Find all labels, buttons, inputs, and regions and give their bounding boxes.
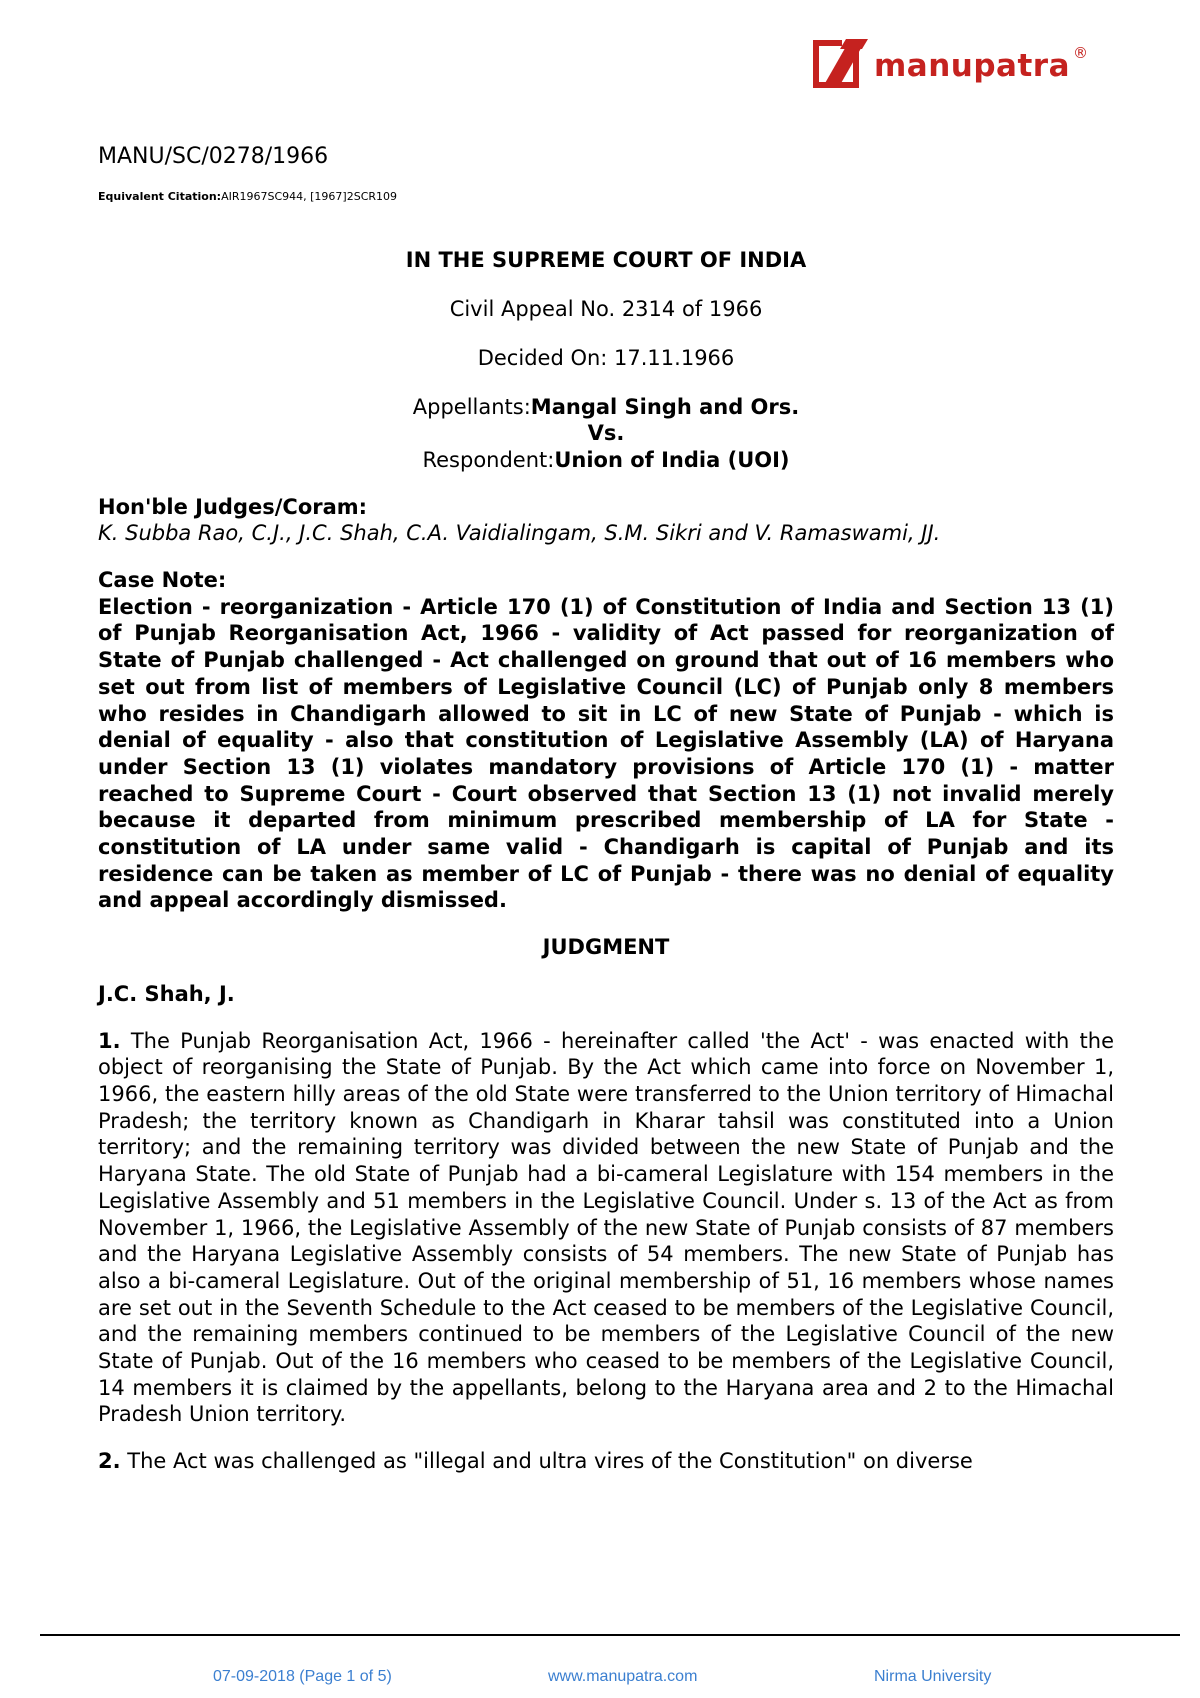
footer-website-link[interactable]: www.manupatra.com — [548, 1668, 698, 1685]
decided-date: Decided On: 17.11.1966 — [477, 345, 735, 370]
equivalent-citation-label: Equivalent Citation: — [98, 189, 222, 203]
paragraph-2 — [98, 1448, 1114, 1475]
case-note-text: Election - reorganization - Article 170 (1) of Constitution of India and Section 13 (1) of Punjab Reorganisation Act, 1966 - validity of Act passed for reorganization of State of Punjab challenged - Act challenged on ground that out of 16 members who set out from list of members of Legislative Council (LC) of Punjab only 8 members who resides in Chandigarh allowed to sit in LC of new State of Punjab - which is denial of equality - also that constitution of Legislative Assembly (LA) of Haryana under Section 13 (1) violates mandatory provisions of Article 170 (1) - matter reached to Supreme Court - Court observed that Section 13 (1) not invalid merely because it departed from minimum prescribed membership of LA for State - constitution of LA under same valid - Chandigarh is capital of Punjab and its residence can be taken as member of LC of Punjab - there was no denial of equality and appeal accordingly dismissed. — [98, 594, 1114, 913]
manupatra-logo-icon — [812, 37, 870, 91]
paragraph-text: The Punjab Reorganisation Act, 1966 - hereinafter called 'the Act' - was enacted with the object of reorganising the State of Punjab. By the Act which came into force on November 1, 1966, the eastern hilly areas of the old State were transferred to the Union territory of Himachal Pradesh; the territory known as Chandigarh in Kharar tahsil was constituted into a Union territory; and the remaining territory was divided between the new State of Punjab and the Haryana State. The old State of Punjab had a bi-cameral Legislature with 154 members in the Legislative Assembly and 51 members in the Legislative Council. Under s. 13 of the Act as from November 1, 1966, the Legislative Assembly of the new State of Punjab consists of 87 members and the Haryana Legislative Assembly consists of 54 members. The new State of Punjab has also a bi-cameral Legislature. Out of the original membership of 51, 16 members whose names are set out in the Seventh Schedule to the Act ceased to be members of the Legislative Council, and the remaining members continued to be members of the Legislative Council of the new State of Punjab. Out of the 16 members who ceased to be members of the Legislative Council, 14 members it is claimed by the appellants, belong to the Haryana area and 2 to the Himachal Pradesh Union territory. — [98, 1028, 1114, 1427]
appellants-line — [98, 394, 1114, 421]
versus: Vs. — [587, 421, 625, 446]
citation-id: MANU/SC/0278/1966 — [98, 144, 329, 169]
equivalent-citation-value: AIR1967SC944, [1967]2SCR109 — [221, 189, 398, 203]
case-note-heading: Case Note: — [98, 568, 227, 593]
registered-mark: ® — [1073, 44, 1088, 62]
judgment-heading: JUDGMENT — [542, 935, 670, 960]
paragraph-number: 2. — [98, 1449, 121, 1474]
appellants-label: Appellants: — [412, 394, 531, 419]
equivalent-citation — [98, 184, 1114, 211]
court-title: IN THE SUPREME COURT OF INDIA — [405, 248, 807, 273]
judges-list: K. Subba Rao, C.J., J.C. Shah, C.A. Vaidialingam, S.M. Sikri and V. Ramaswami, JJ. — [98, 521, 941, 546]
judgment-author: J.C. Shah, J. — [98, 981, 235, 1006]
respondent-line — [98, 447, 1114, 474]
footer-institution: Nirma University — [874, 1668, 992, 1685]
paragraph-number: 1. — [98, 1028, 121, 1053]
respondent-name: Union of India (UOI) — [554, 447, 790, 472]
parties — [98, 394, 1114, 474]
respondent-label: Respondent: — [422, 447, 555, 472]
footer-date-page: 07-09-2018 (Page 1 of 5) — [213, 1668, 392, 1685]
paragraph-1 — [98, 1028, 1114, 1429]
manupatra-logo — [812, 36, 1112, 92]
appellants-name: Mangal Singh and Ors. — [530, 394, 800, 419]
judges-heading: Hon'ble Judges/Coram: — [98, 494, 368, 519]
document-body — [98, 144, 1114, 1475]
footer-divider — [40, 1634, 1180, 1636]
brand-name: manupatra — [874, 48, 1070, 84]
appeal-number: Civil Appeal No. 2314 of 1966 — [449, 297, 763, 322]
paragraph-text: The Act was challenged as "illegal and ultra vires of the Constitution" on diverse — [127, 1449, 973, 1474]
page-footer — [0, 1668, 1200, 1692]
